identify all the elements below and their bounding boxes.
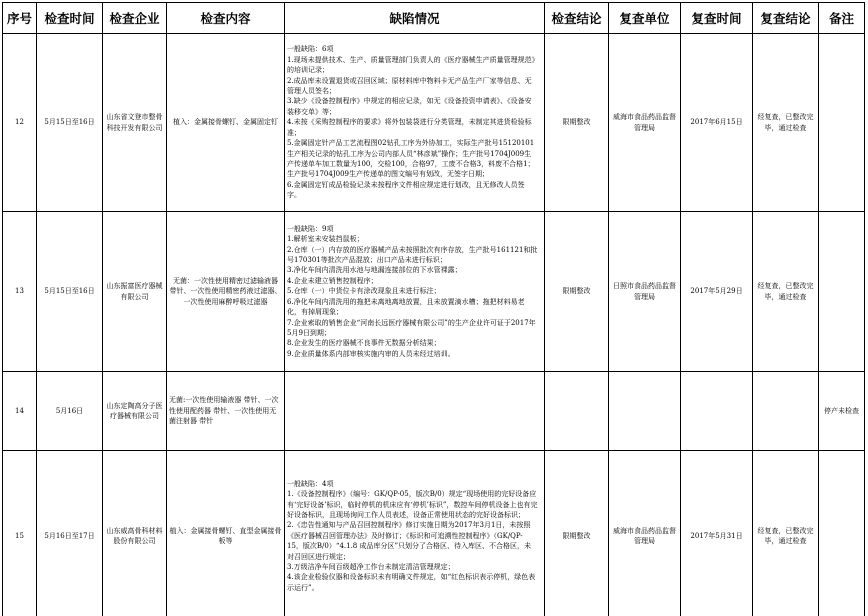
defect-line: 一般缺陷：9项: [287, 224, 334, 233]
cell-review-time: [681, 372, 753, 451]
cell-content: 植入：金属接骨螺钉、金属固定钉: [167, 34, 285, 212]
header-cell: 检查内容: [167, 3, 285, 34]
cell-conclusion: 限期整改: [545, 212, 609, 372]
inspection-table: [2, 2, 865, 616]
table-row: [3, 34, 865, 212]
cell-content: 无菌：一次性使用精密过滤输液器 带针、一次性使用精密药液过滤器、一次性使用麻醉呼吸过滤器: [167, 212, 285, 372]
cell-review-unit: [609, 372, 681, 451]
defect-line: 5.金属固定针产品工艺流程图02钻孔工序为外协加工，实际生产批号15120101生产相关记录的钻孔工序为公司内部人员“林彦斌”操作；生产批号1704J009生产传递单车加工数量为100，交检100，合格97，工废不合格3，料废不合格1；生产批号1704J009生产传递单的图文编号有划改，无签字日期；: [287, 139, 535, 179]
cell-review-conclusion: [753, 372, 819, 451]
header-cell: 备注: [819, 3, 865, 34]
defect-line: 一般缺陷：6项: [287, 45, 334, 54]
cell-content: 植入：金属接骨螺钉、直型金属接骨板等: [167, 451, 285, 616]
defect-line: 7.企业索取的销售企业“河南长远医疗器械有限公司”的生产企业许可证于2017年5月9日到期；: [287, 318, 536, 337]
defect-line: 2.成品库未设置退货或召回区域；原材料库中物料卡无产品生产厂家等信息、无管理人员签名；: [287, 76, 532, 96]
cell-review-conclusion: 经复查，已整改完毕，通过检查: [753, 212, 819, 372]
cell-conclusion: [545, 372, 609, 451]
defect-line: 4.企业未建立销售控制程序；: [287, 276, 378, 285]
header-cell: 序号: [3, 3, 37, 34]
defect-line: 1.《设备控制程序》（编号：GK/QP-05，版次B/0）规定“现场使用的完好设备应有‘完好设备’标识，临时停机的机床应有‘停机’标识”，数控车间停机设备上也有完好设备标识，且现场询问工作人员表述，设备正常使用状态的完好设备标识；: [287, 490, 538, 519]
defect-line: 3.缺少《设备控制程序》中规定的相应记录，如无《设备投资申请表》、《设备安装移交单》等；: [287, 97, 532, 116]
cell-review-conclusion: 经复查，已整改完毕，通过检查: [753, 34, 819, 212]
defect-line: 3.净化车间内清洗用水池与地漏连接部位的下水管裸露；: [287, 266, 462, 275]
cell-defects: [285, 34, 545, 212]
cell-company: 山东威高骨科材料股份有限公司: [103, 451, 167, 616]
cell-note: [819, 451, 865, 616]
cell-company: 山东省文登市整骨科技开发有限公司: [103, 34, 167, 212]
defect-line: 1.现场未提供技术、生产、质量管理部门负责人的《医疗器械生产质量管理规范》的培训记录；: [287, 55, 536, 75]
cell-no: 15: [3, 451, 37, 616]
cell-note: [819, 34, 865, 212]
defect-line: 6.金属固定钉成品检验记录未按程序文件相应规定进行划改，且无修改人员签字。: [287, 180, 525, 200]
cell-review-conclusion: 经复查，已整改完毕，通过检查: [753, 451, 819, 616]
cell-company: 山东振富医疗器械有限公司: [103, 212, 167, 372]
cell-conclusion: 限期整改: [545, 34, 609, 212]
defect-line: 一般缺陷：4项: [287, 479, 334, 488]
defect-line: 6.净化车间内清洗用的拖把未离地离地放置，且未放置滴水槽；拖把材料易老化，有掉屑现象；: [287, 297, 525, 317]
cell-no: 13: [3, 212, 37, 372]
cell-review-unit: 威海市食品药品监督管理局: [609, 451, 681, 616]
defect-line: 5.仓库（一）中货位卡有涂改现象且未进行标注；: [287, 287, 441, 296]
header-row: [3, 3, 865, 34]
header-cell: 检查结论: [545, 3, 609, 34]
cell-defects: [285, 212, 545, 372]
table-row: [3, 212, 865, 372]
defect-line: 4.未按《采购控制程序的要求》将外包装袋进行分类管理，未制定其进货检验标准；: [287, 118, 532, 137]
cell-note: 停产未检查: [819, 372, 865, 451]
defect-line: 9.企业质量体系内部审核实施内审的人员未经过培训。: [287, 349, 455, 358]
cell-time: 5月16日: [37, 372, 103, 451]
header-cell: 复查结论: [753, 3, 819, 34]
table-row: [3, 372, 865, 451]
table-row: [3, 451, 865, 616]
cell-time: 5月15日至16日: [37, 34, 103, 212]
defect-line: 8.企业发生的医疗器械不良事件无数据分析结果；: [287, 339, 441, 348]
cell-note: [819, 212, 865, 372]
cell-review-time: 2017年5月31日: [681, 451, 753, 616]
defect-line: 1.解析室未安装挡鼠板；: [287, 235, 364, 244]
cell-time: 5月16日至17日: [37, 451, 103, 616]
defect-line: 2.《忠告性通知与产品召回控制程序》修订实施日期为2017年3月1日，未按照《医疗器械召回管理办法》及时修订；《标识和可追溯性控制程序》（GK/QP-15，版次B/0）“4.1.8 成品库分区”只划分了合格区、待入库区、不合格区，未对召回区进行规定；: [287, 521, 532, 561]
cell-defects: [285, 451, 545, 616]
cell-review-time: 2017年6月15日: [681, 34, 753, 212]
cell-review-unit: 日照市食品药品监督管理局: [609, 212, 681, 372]
defect-line: 2.仓库（一）内存放的医疗器械产品未按照批次有序存放，生产批号161121和批号170301等批次产品混放；出口产品未进行标识；: [287, 245, 538, 265]
cell-content: 无菌:一次性使用输液器 带针、一次性使用配药器 带针、一次性使用无菌注射器 带针: [167, 372, 285, 451]
cell-conclusion: 限期整改: [545, 451, 609, 616]
header-cell: 复查单位: [609, 3, 681, 34]
defect-line: 3.万级洁净车间百级超净工作台未制定清洁管理规定；: [287, 563, 455, 572]
header-cell: 复查时间: [681, 3, 753, 34]
cell-time: 5月15日至16日: [37, 212, 103, 372]
cell-no: 12: [3, 34, 37, 212]
defect-line: 4.该企业检验仪器和设备标识未有明确文件规定，如“红色标识表示停机，绿色表示运行”。: [287, 573, 536, 592]
header-cell: 缺陷情况: [285, 3, 545, 34]
cell-company: 山东定陶高分子医疗器械有限公司: [103, 372, 167, 451]
cell-review-time: 2017年5月29日: [681, 212, 753, 372]
header-cell: 检查时间: [37, 3, 103, 34]
header-cell: 检查企业: [103, 3, 167, 34]
cell-defects: [285, 372, 545, 451]
cell-review-unit: 威海市食品药品监督管理局: [609, 34, 681, 212]
cell-no: 14: [3, 372, 37, 451]
